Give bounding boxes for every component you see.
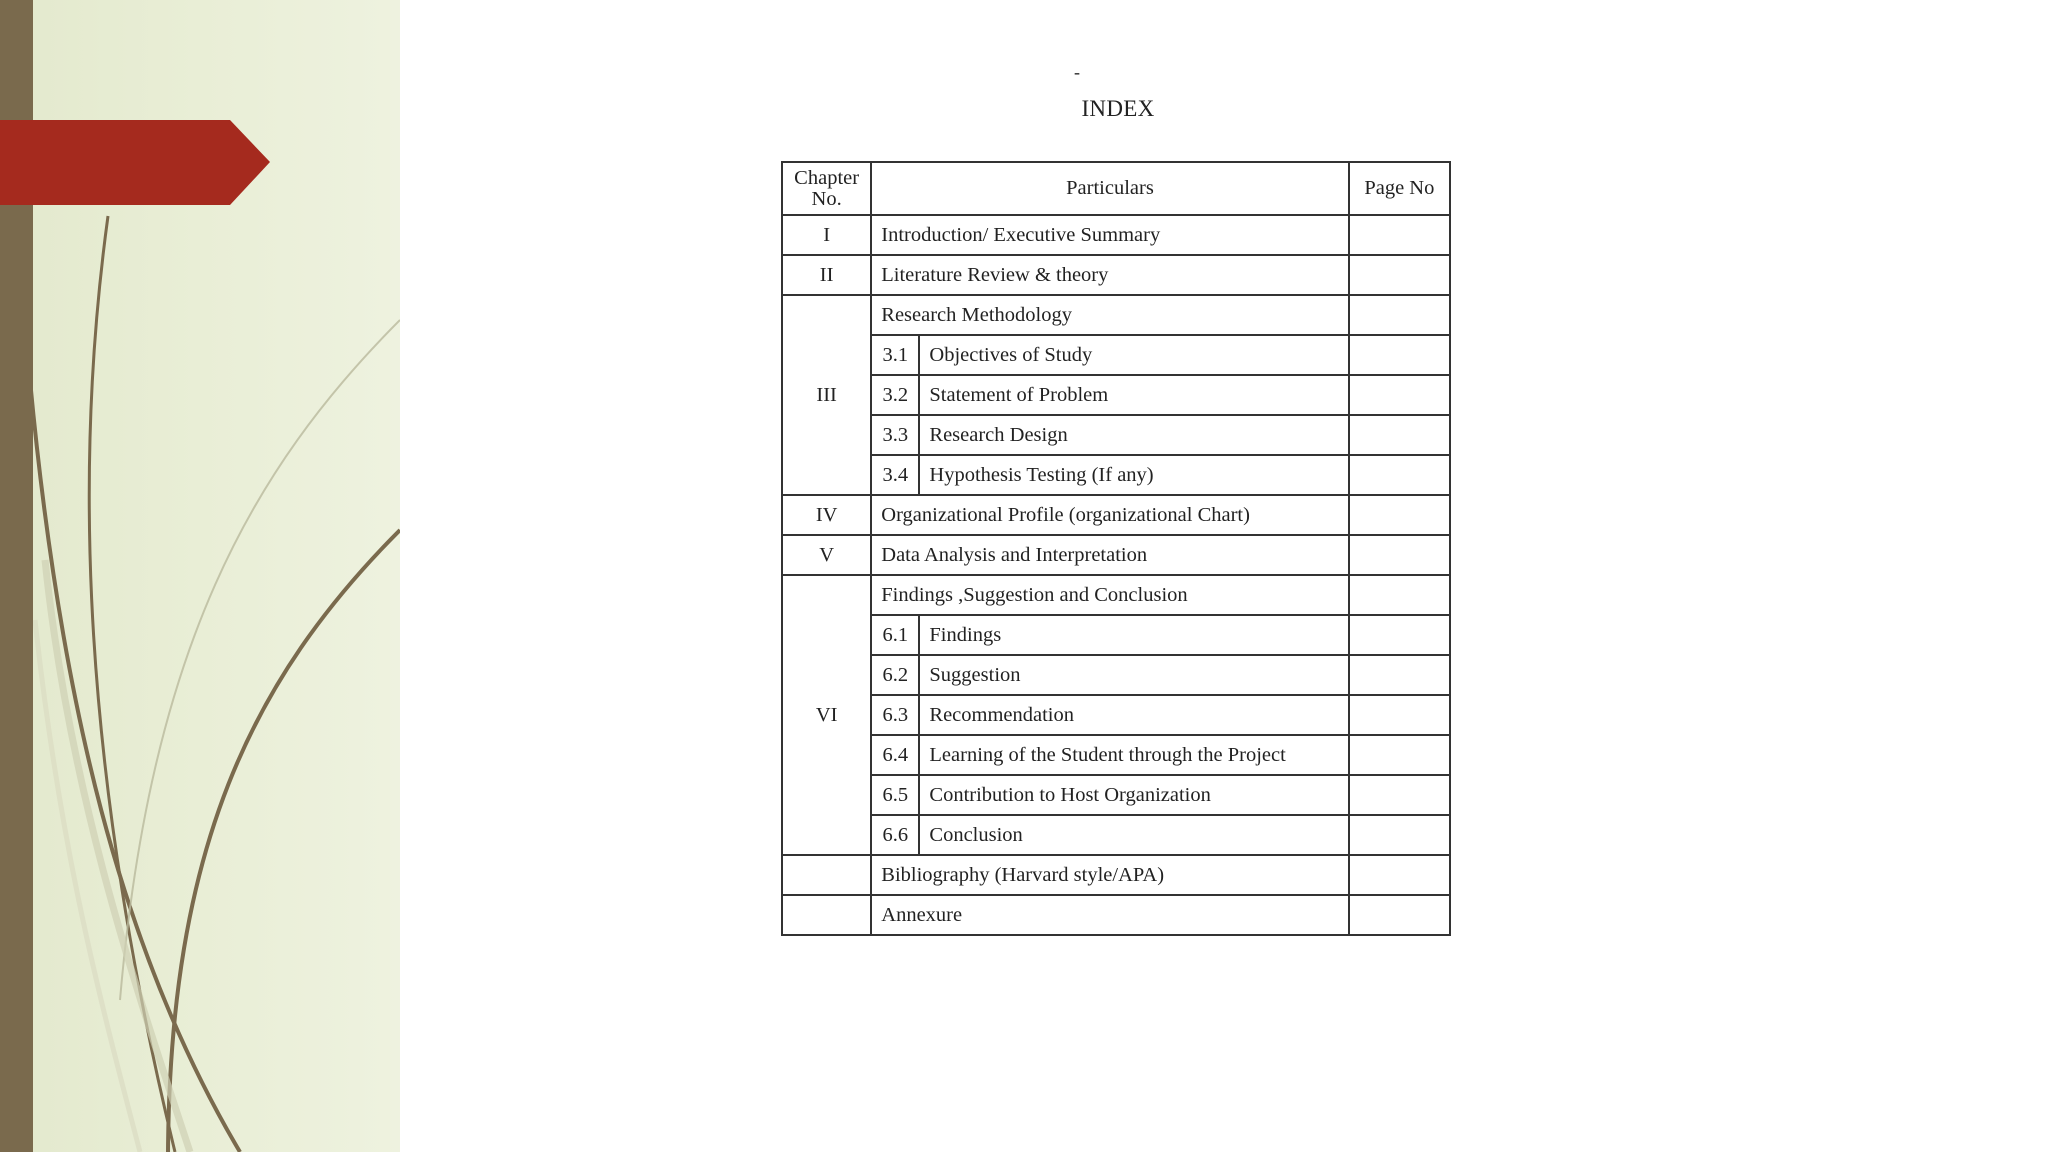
chapter-number (782, 855, 871, 895)
section-number: 6.6 (871, 815, 919, 855)
table-row (782, 495, 1450, 535)
section-title: Contribution to Host Organization (919, 775, 1348, 815)
page-number-cell (1349, 375, 1450, 415)
table-subrow (782, 655, 1450, 695)
chapter-title: Literature Review & theory (871, 255, 1348, 295)
red-arrow-shape (0, 120, 270, 205)
page-number-cell (1349, 855, 1450, 895)
header-particulars: Particulars (871, 162, 1348, 215)
section-number: 3.2 (871, 375, 919, 415)
chapter-number: V (782, 535, 871, 575)
table-row (782, 255, 1450, 295)
table-subrow (782, 775, 1450, 815)
header-page-no: Page No (1349, 162, 1450, 215)
page-number-cell (1349, 415, 1450, 455)
chapter-number: IV (782, 495, 871, 535)
table-row (782, 535, 1450, 575)
table-subrow (782, 415, 1450, 455)
header-chapter-no: Chapter No. (782, 162, 871, 215)
table-row (782, 895, 1450, 935)
section-title: Suggestion (919, 655, 1348, 695)
chapter-title: Research Methodology (871, 295, 1348, 335)
chapter-title: Bibliography (Harvard style/APA) (871, 855, 1348, 895)
section-title: Findings (919, 615, 1348, 655)
page-number-cell (1349, 335, 1450, 375)
page-number-cell (1349, 615, 1450, 655)
chapter-number: III (782, 295, 871, 495)
table-row (782, 855, 1450, 895)
page-number-cell (1349, 775, 1450, 815)
section-number: 3.4 (871, 455, 919, 495)
table-row (782, 215, 1450, 255)
table-subrow (782, 735, 1450, 775)
section-title: Recommendation (919, 695, 1348, 735)
page-number-cell (1349, 495, 1450, 535)
section-number: 3.3 (871, 415, 919, 455)
table-subrow (782, 375, 1450, 415)
page-number-cell (1349, 575, 1450, 615)
section-number: 3.1 (871, 335, 919, 375)
table-subrow (782, 615, 1450, 655)
chapter-title: Organizational Profile (organizational Chart) (871, 495, 1348, 535)
chapter-title: Annexure (871, 895, 1348, 935)
page-number-cell (1349, 815, 1450, 855)
page-number-cell (1349, 255, 1450, 295)
chapter-number (782, 895, 871, 935)
table-subrow (782, 695, 1450, 735)
page-number-cell (1349, 895, 1450, 935)
page-number-cell (1349, 695, 1450, 735)
section-number: 6.4 (871, 735, 919, 775)
section-number: 6.2 (871, 655, 919, 695)
section-title: Learning of the Student through the Project (919, 735, 1348, 775)
page-number-cell (1349, 655, 1450, 695)
section-number: 6.3 (871, 695, 919, 735)
table-subrow (782, 815, 1450, 855)
section-title: Hypothesis Testing (If any) (919, 455, 1348, 495)
chapter-number: I (782, 215, 871, 255)
page-number-cell (1349, 455, 1450, 495)
page-number-cell (1349, 735, 1450, 775)
section-title: Conclusion (919, 815, 1348, 855)
table-subrow (782, 335, 1450, 375)
table-row (782, 295, 1450, 335)
title-dash: - (1074, 62, 1080, 82)
chapter-number: VI (782, 575, 871, 855)
section-title: Research Design (919, 415, 1348, 455)
page-title: INDEX (1081, 96, 1155, 121)
decorative-side-panel (0, 0, 400, 1152)
table-subrow (782, 455, 1450, 495)
section-number: 6.5 (871, 775, 919, 815)
chapter-title: Findings ,Suggestion and Conclusion (871, 575, 1348, 615)
table-header-row (782, 162, 1450, 215)
page-number-cell (1349, 215, 1450, 255)
chapter-number: II (782, 255, 871, 295)
page-number-cell (1349, 295, 1450, 335)
section-title: Objectives of Study (919, 335, 1348, 375)
chapter-title: Data Analysis and Interpretation (871, 535, 1348, 575)
page-number-cell (1349, 535, 1450, 575)
table-row (782, 575, 1450, 615)
chapter-title: Introduction/ Executive Summary (871, 215, 1348, 255)
index-table (781, 161, 1451, 936)
section-number: 6.1 (871, 615, 919, 655)
section-title: Statement of Problem (919, 375, 1348, 415)
